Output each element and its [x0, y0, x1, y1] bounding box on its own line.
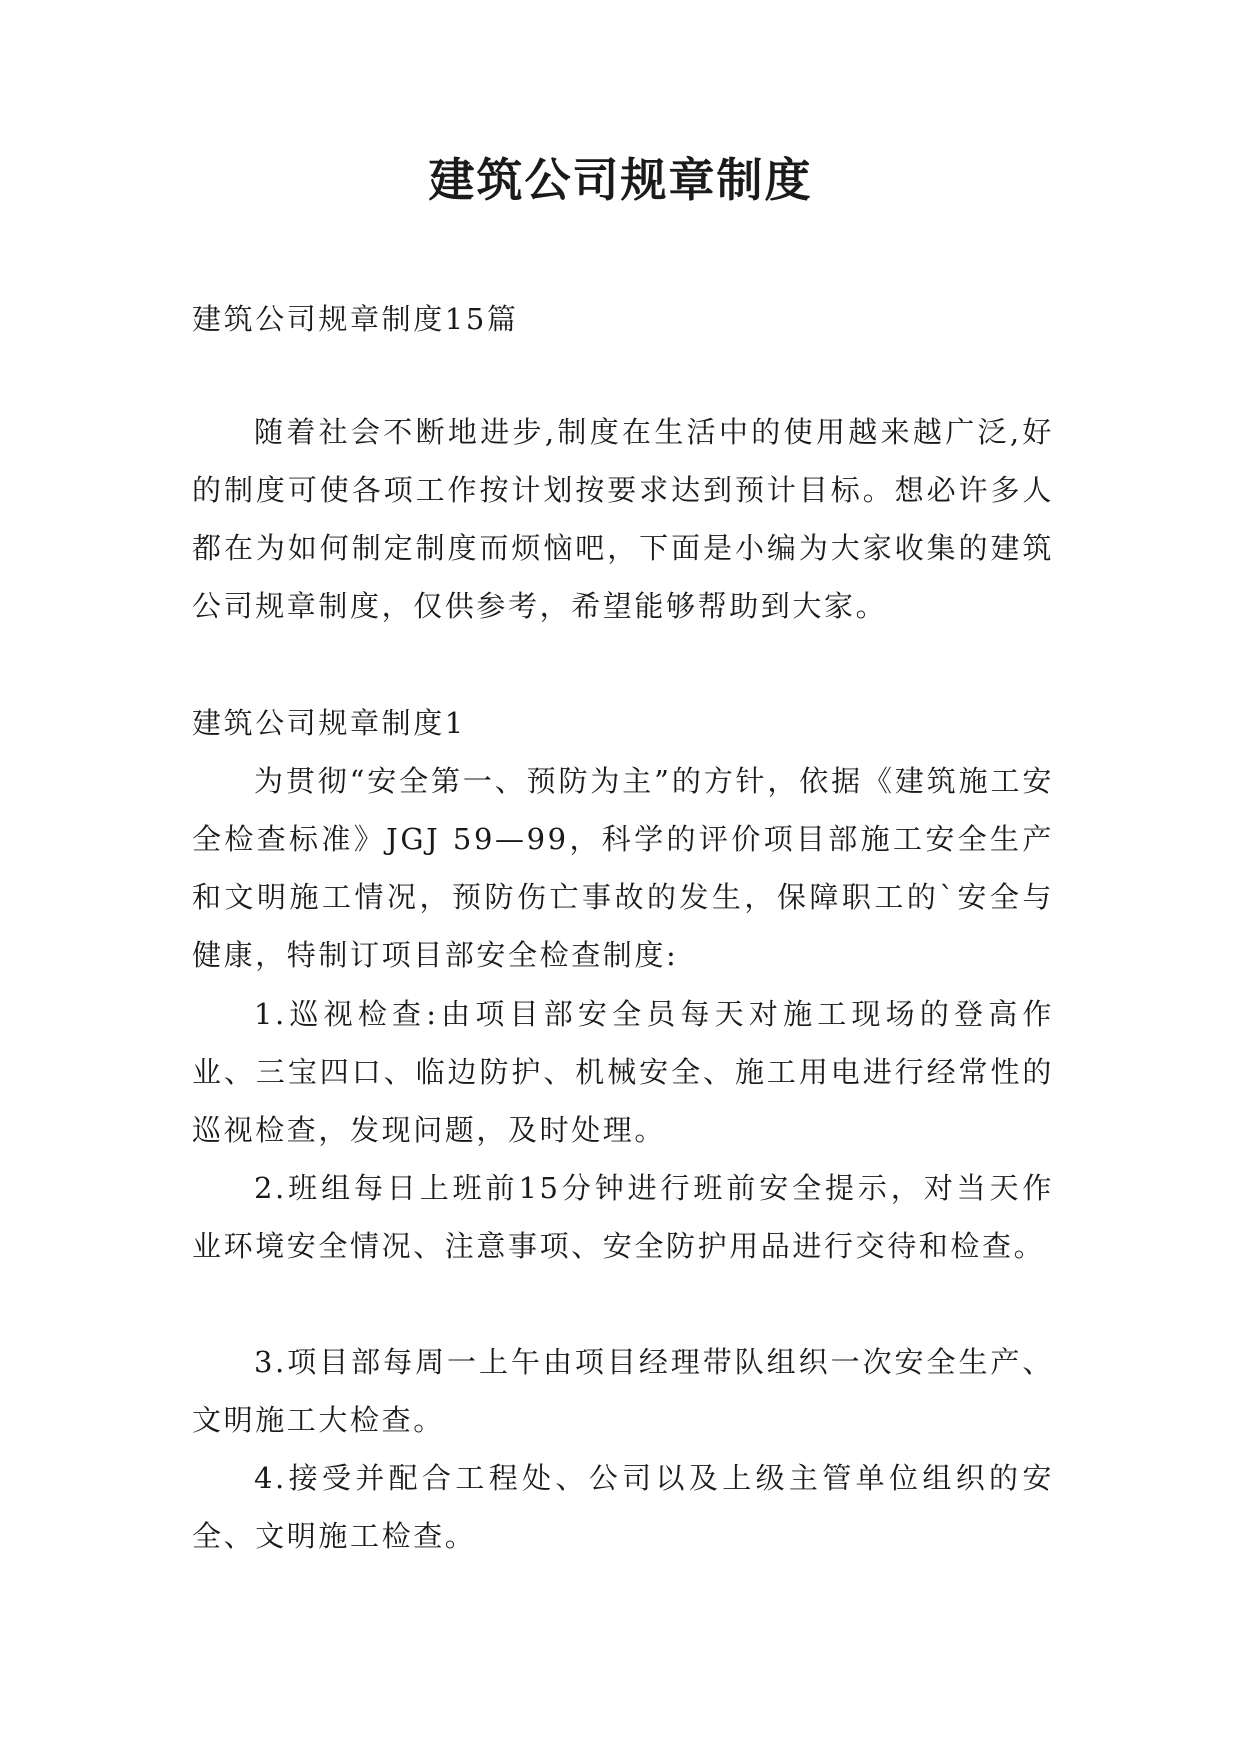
list-item: 4.接受并配合工程处、公司以及上级主管单位组织的安全、文明施工检查。 — [192, 1461, 1054, 1553]
intro-paragraph: 随着社会不断地进步,制度在生活中的使用越来越广泛,好的制度可使各项工作按计划按要求达到预计目标。想必许多人都在为如何制定制度而烦恼吧，下面是小编为大家收集的建筑公司规章制度，仅供参考，希望能够帮助到大家。 — [192, 415, 1054, 623]
document-subtitle: 建筑公司规章制度15篇 — [192, 302, 519, 336]
document-title: 建筑公司规章制度 — [428, 153, 813, 207]
list-item: 1.巡视检查:由项目部安全员每天对施工现场的登高作业、三宝四口、临边防护、机械安全、施工用电进行经常性的巡视检查，发现问题，及时处理。 — [192, 997, 1054, 1147]
list-item: 3.项目部每周一上午由项目经理带队组织一次安全生产、文明施工大检查。 — [192, 1345, 1054, 1437]
body-paragraph: 为贯彻“安全第一、预防为主”的方针，依据《建筑施工安全检查标准》JGJ 59—99，科学的评价项目部施工安全生产和文明施工情况，预防伤亡事故的发生，保障职工的`安全与健康，特制订项目部安全检查制度: — [192, 764, 1054, 972]
section-heading: 建筑公司规章制度1 — [192, 706, 466, 740]
list-item: 2.班组每日上班前15分钟进行班前安全提示，对当天作业环境安全情况、注意事项、安全防护用品进行交待和检查。 — [192, 1171, 1054, 1263]
